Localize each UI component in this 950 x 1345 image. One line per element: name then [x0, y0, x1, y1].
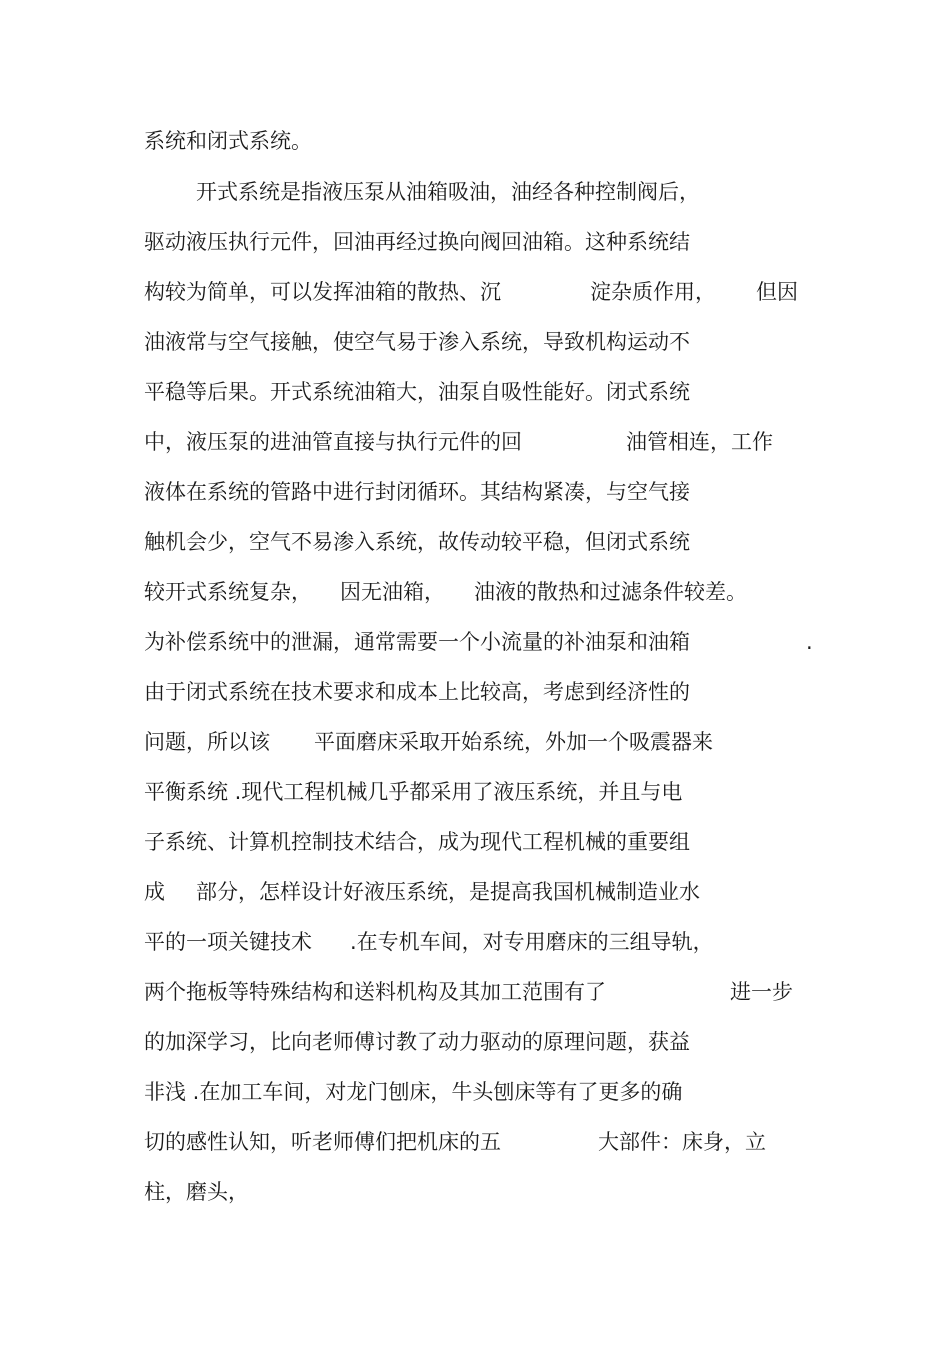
text-line-11 [144, 627, 844, 657]
text-segment: 进一步 [730, 980, 793, 1004]
text-segment: 系统和闭式系统。 [144, 129, 312, 153]
text-line-10 [144, 577, 844, 607]
text-line-20 [144, 1077, 844, 1107]
text-segment: .在专机车间，对专用磨床的三组导轨， [350, 930, 714, 954]
text-segment: 液体在系统的管路中进行封闭循环。其结构紧凑，与空气接 [144, 480, 690, 504]
text-line-7 [144, 427, 844, 457]
text-segment: 构较为简单，可以发挥油箱的散热、沉 [144, 280, 501, 304]
text-segment: 油液常与空气接触，使空气易于渗入系统，导致机构运动不 [144, 330, 690, 354]
text-segment: 平的一项关键技术 [144, 930, 312, 954]
text-segment: 触机会少，空气不易渗入系统，故传动较平稳，但闭式系统 [144, 530, 690, 554]
text-line-22 [144, 1177, 844, 1207]
text-segment: 驱动液压执行元件，回油再经过换向阀回油箱。这种系统结 [144, 230, 690, 254]
text-line-13 [144, 727, 844, 757]
text-segment: 大部件：床身，立 [598, 1130, 766, 1154]
text-segment: 平面磨床采取开始系统，外加一个吸震器来 [314, 730, 713, 754]
text-line-2 [144, 177, 844, 207]
text-segment: 的加深学习，比向老师傅讨教了动力驱动的原理问题，获益 [144, 1030, 690, 1054]
text-line-6 [144, 377, 844, 407]
text-line-17 [144, 927, 844, 957]
text-line-4 [144, 277, 844, 307]
text-line-9 [144, 527, 844, 557]
text-segment: 平衡系统 .现代工程机械几乎都采用了液压系统，并且与电 [144, 780, 683, 804]
text-line-21 [144, 1127, 844, 1157]
text-segment: 较开式系统复杂， [144, 580, 312, 604]
text-segment: 中，液压泵的进油管直接与执行元件的回 [144, 430, 522, 454]
text-segment: 非浅 .在加工车间，对龙门刨床，牛头刨床等有了更多的确 [144, 1080, 683, 1104]
text-segment: 两个拖板等特殊结构和送料机构及其加工范围有了 [144, 980, 606, 1004]
text-line-12 [144, 677, 844, 707]
text-segment: 部分，怎样设计好液压系统，是提高我国机械制造业水 [196, 880, 700, 904]
text-segment: 油液的散热和过滤条件较差。 [474, 580, 747, 604]
text-line-19 [144, 1027, 844, 1057]
text-segment: 但因 [756, 280, 798, 304]
text-line-1 [144, 126, 844, 156]
text-segment: 切的感性认知，听老师傅们把机床的五 [144, 1130, 501, 1154]
text-line-3 [144, 227, 844, 257]
text-segment: 由于闭式系统在技术要求和成本上比较高，考虑到经济性的 [144, 680, 690, 704]
text-line-5 [144, 327, 844, 357]
text-segment: 子系统、计算机控制技术结合，成为现代工程机械的重要组 [144, 830, 690, 854]
text-line-14 [144, 777, 844, 807]
text-segment: 淀杂质作用， [590, 280, 716, 304]
text-segment: 为补偿系统中的泄漏，通常需要一个小流量的补油泵和油箱 [144, 630, 690, 654]
text-segment: 成 [144, 880, 165, 904]
text-segment: 平稳等后果。开式系统油箱大，油泵自吸性能好。闭式系统 [144, 380, 690, 404]
text-segment: 开式系统是指液压泵从油箱吸油，油经各种控制阀后， [196, 180, 700, 204]
text-segment: . [806, 630, 813, 654]
text-line-15 [144, 827, 844, 857]
text-line-18 [144, 977, 844, 1007]
text-line-16 [144, 877, 844, 907]
text-segment: 柱，磨头， [144, 1180, 249, 1204]
text-line-8 [144, 477, 844, 507]
text-segment: 因无油箱， [340, 580, 445, 604]
text-segment: 问题，所以该 [144, 730, 270, 754]
text-segment: 油管相连，工作 [626, 430, 773, 454]
